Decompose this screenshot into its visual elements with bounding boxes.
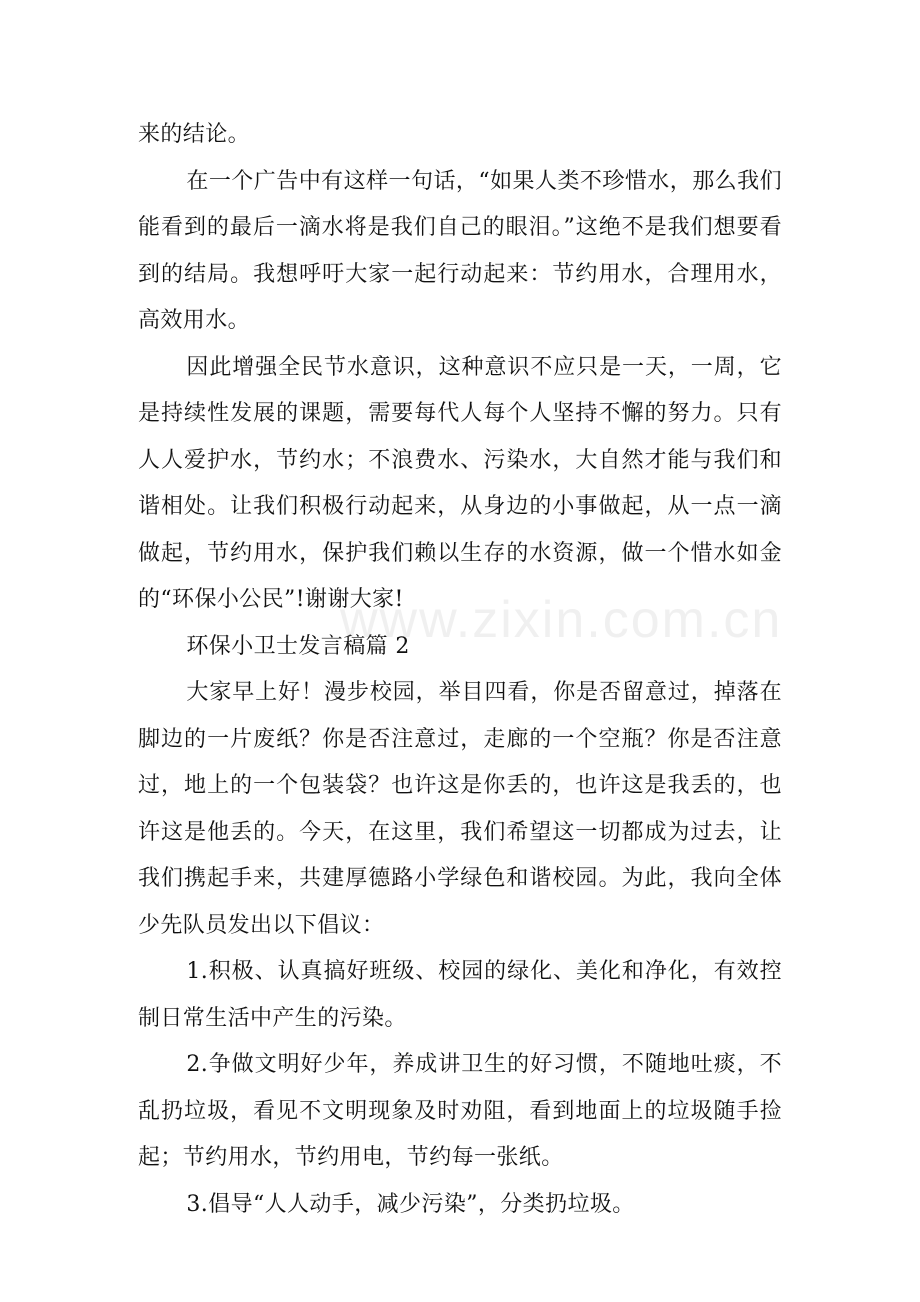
paragraph-water-awareness: 因此增强全民节水意识，这种意识不应只是一天，一周，它是持续性发展的课题，需要每代人每个人坚持不懈的努力。只有人人爱护水，节约水；不浪费水、污染水，大自然才能与我们和谐相处。让我们积极行动起来，从身边的小事做起，从一点一滴做起，节约用水，保护我们赖以生存的水资源，做一个惜水如金的“环保小公民”!谢谢大家! (138, 354, 782, 612)
paragraph-water-ad: 在一个广告中有这样一句话，“如果人类不珍惜水，那么我们能看到的最后一滴水将是我们自己的眼泪。”这绝不是我们想要看到的结局。我想呼吁大家一起行动起来：节约用水，合理用水，高效用水。 (138, 168, 782, 333)
paragraph-proposal-3: 3.倡导“人人动手，减少污染”，分类扔垃圾。 (186, 1191, 635, 1217)
document-body (138, 112, 782, 1228)
paragraph-proposal-2: 2.争做文明好少年，养成讲卫生的好习惯，不随地吐痰，不乱扔垃圾，看见不文明现象及时劝阻，看到地面上的垃圾随手捡起；节约用水，节约用电，节约每一张纸。 (138, 1052, 782, 1170)
section-heading: 环保小卫士发言稿篇 2 (186, 633, 410, 659)
watermark: www.zixin.com.cn (340, 591, 783, 649)
paragraph-greeting: 大家早上好！漫步校园，举目四看，你是否留意过，掉落在脚边的一片废纸？你是否注意过，走廊的一个空瓶？你是否注意过，地上的一个包装袋？也许这是你丢的，也许这是我丢的，也许这是他丢的。今天，在这里，我们希望这一切都成为过去，让我们携起手来，共建厚德路小学绿色和谐校园。为此，我向全体少先队员发出以下倡议： (138, 680, 782, 938)
paragraph-proposal-1: 1.积极、认真搞好班级、校园的绿化、美化和净化，有效控制日常生活中产生的污染。 (138, 959, 782, 1031)
paragraph-continuation: 来的结论。 (138, 122, 251, 147)
